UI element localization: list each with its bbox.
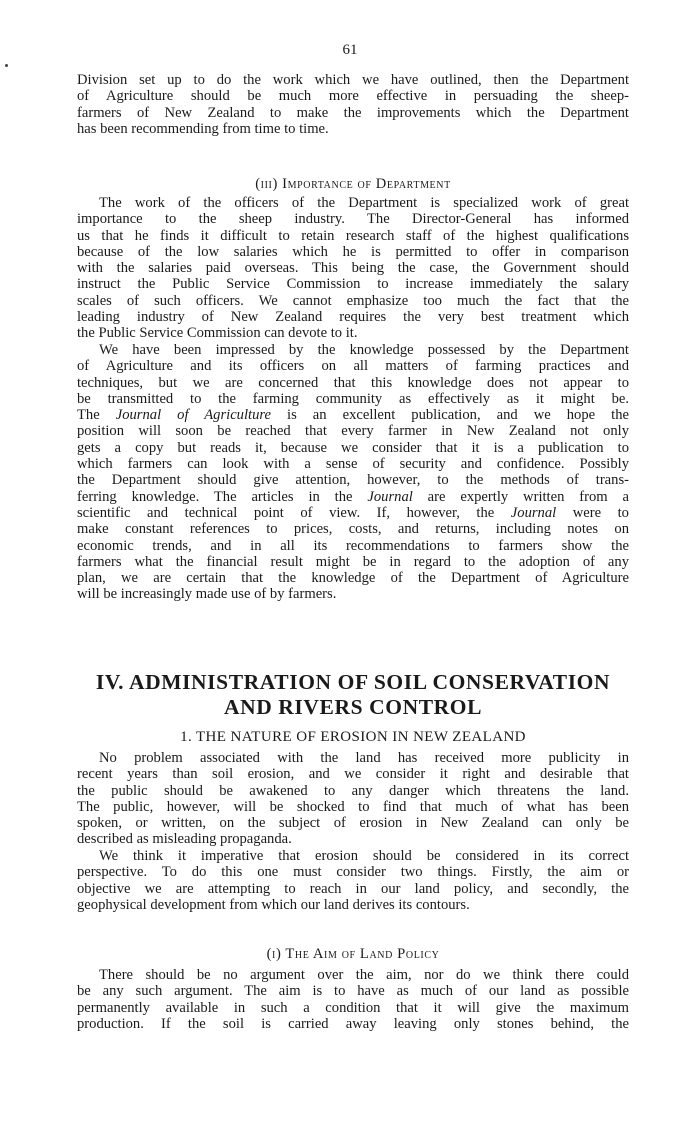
text-line: be transmitted to the farming community as effectively as it might be. bbox=[77, 390, 629, 407]
text-line: The public, however, will be shocked to find that much of what has been bbox=[77, 798, 629, 815]
text-line: Division set up to do the work which we have outlined, then the Department bbox=[77, 72, 629, 88]
text-line: the Public Service Commission can devote to it. bbox=[77, 325, 358, 342]
text-line: geophysical development from which our land derives its contours. bbox=[77, 896, 470, 913]
section-title-line: IV. ADMINISTRATION OF SOIL CONSERVATION bbox=[95, 670, 611, 694]
text-line: farmers what the financial result might be in regard to the adoption of any bbox=[77, 553, 629, 570]
text-line: of Agriculture should be much more effective in persuading the sheep- bbox=[77, 88, 629, 105]
text-line: No problem associated with the land has received more publicity in bbox=[99, 750, 629, 766]
text-line: We think it imperative that erosion should be considered in its correct bbox=[99, 848, 629, 864]
text-line: instruct the Public Service Commission to increase immediately the salary bbox=[77, 276, 629, 293]
text-line: spoken, or written, on the subject of erosion in New Zealand can only be bbox=[77, 815, 629, 832]
text-line: the Department should give attention, however, to the methods of trans- bbox=[77, 472, 629, 489]
text-line: production. If the soil is carried away leaving only stones behind, the bbox=[77, 1015, 629, 1032]
heading-importance-of-department: (iii) Importance of Department bbox=[255, 176, 451, 192]
journal-title: Journal bbox=[510, 504, 557, 521]
text-line: position will soon be reached that every farmer in New Zealand not only bbox=[77, 423, 629, 440]
text-segment: The bbox=[77, 407, 116, 424]
text-segment: is an excellent publication, and we hope the bbox=[271, 407, 629, 424]
text-line: importance to the sheep industry. The Director-General has informed bbox=[77, 211, 629, 228]
text-segment: ferring knowledge. The articles in the bbox=[77, 488, 368, 505]
text-line: scales of such officers. We cannot emphasize too much the fact that the bbox=[77, 292, 629, 309]
text-line: objective we are attempting to reach in our land policy, and secondly, the bbox=[77, 880, 629, 897]
text-line: We have been impressed by the knowledge possessed by the Department bbox=[99, 342, 629, 358]
opening-paragraph bbox=[77, 72, 629, 137]
text-line: There should be no argument over the aim, nor do we think there could bbox=[99, 967, 629, 983]
text-line: gets a copy but reads it, because we consider that it is a publication to bbox=[77, 439, 629, 456]
text-line: us that he finds it difficult to retain research staff of the highest qualifications bbox=[77, 227, 629, 244]
section-title-line: AND RIVERS CONTROL bbox=[223, 695, 483, 719]
paragraph-erosion bbox=[77, 750, 629, 848]
text-line bbox=[77, 407, 629, 423]
text-segment: were to bbox=[556, 504, 629, 521]
margin-mark bbox=[5, 64, 8, 67]
text-line: recent years than soil erosion, and we consider it right and desirable that bbox=[77, 766, 629, 783]
text-line: leading industry of New Zealand requires the very best treatment which bbox=[77, 309, 629, 326]
text-line: described as misleading propaganda. bbox=[77, 831, 292, 848]
paragraph-importance bbox=[77, 195, 629, 342]
journal-title: Journal bbox=[367, 488, 413, 505]
text-line: will be increasingly made use of by farmers. bbox=[77, 586, 337, 603]
text-line: of Agriculture and its officers on all matters of farming practices and bbox=[77, 358, 629, 375]
text-line: be any such argument. The aim is to have as much of our land as possible bbox=[77, 983, 629, 1000]
text-line: has been recommending from time to time. bbox=[77, 120, 329, 137]
text-line: plan, we are certain that the knowledge of the Department of Agriculture bbox=[77, 570, 629, 587]
text-line bbox=[77, 489, 629, 505]
text-line: the public should be awakened to any danger which threatens the land. bbox=[77, 782, 629, 799]
text-line: techniques, but we are concerned that this knowledge does not appear to bbox=[77, 374, 629, 391]
text-line: because of the low salaries which he is permitted to offer in comparison bbox=[77, 243, 629, 260]
text-segment: scientific and technical point of view. If, however, the bbox=[77, 504, 511, 521]
journal-title: Journal of Agriculture bbox=[115, 407, 271, 424]
heading-aim-of-land-policy: (i) The Aim of Land Policy bbox=[266, 946, 440, 962]
text-line: make constant references to prices, costs, and returns, including notes on bbox=[77, 521, 629, 538]
page-number: 61 bbox=[342, 42, 358, 58]
paragraph-aim bbox=[77, 967, 629, 1032]
text-line bbox=[77, 505, 629, 521]
section-title bbox=[77, 670, 629, 720]
text-line: which farmers can look with a sense of security and confidence. Possibly bbox=[77, 456, 629, 473]
paragraph-perspective bbox=[77, 848, 629, 913]
text-line: The work of the officers of the Department is specialized work of great bbox=[99, 195, 629, 211]
text-line: economic trends, and in all its recommendations to farmers show the bbox=[77, 537, 629, 554]
text-line: with the salaries paid overseas. This being the case, the Government should bbox=[77, 260, 629, 277]
text-line: farmers of New Zealand to make the improvements which the Department bbox=[77, 104, 629, 121]
text-line: perspective. To do this one must consider two things. Firstly, the aim or bbox=[77, 864, 629, 881]
subsection-title: 1. THE NATURE OF EROSION IN NEW ZEALAND bbox=[180, 729, 526, 745]
paragraph-knowledge bbox=[77, 342, 629, 603]
text-segment: are expertly written from a bbox=[412, 488, 629, 505]
text-line: permanently available in such a condition that it will give the maximum bbox=[77, 999, 629, 1016]
